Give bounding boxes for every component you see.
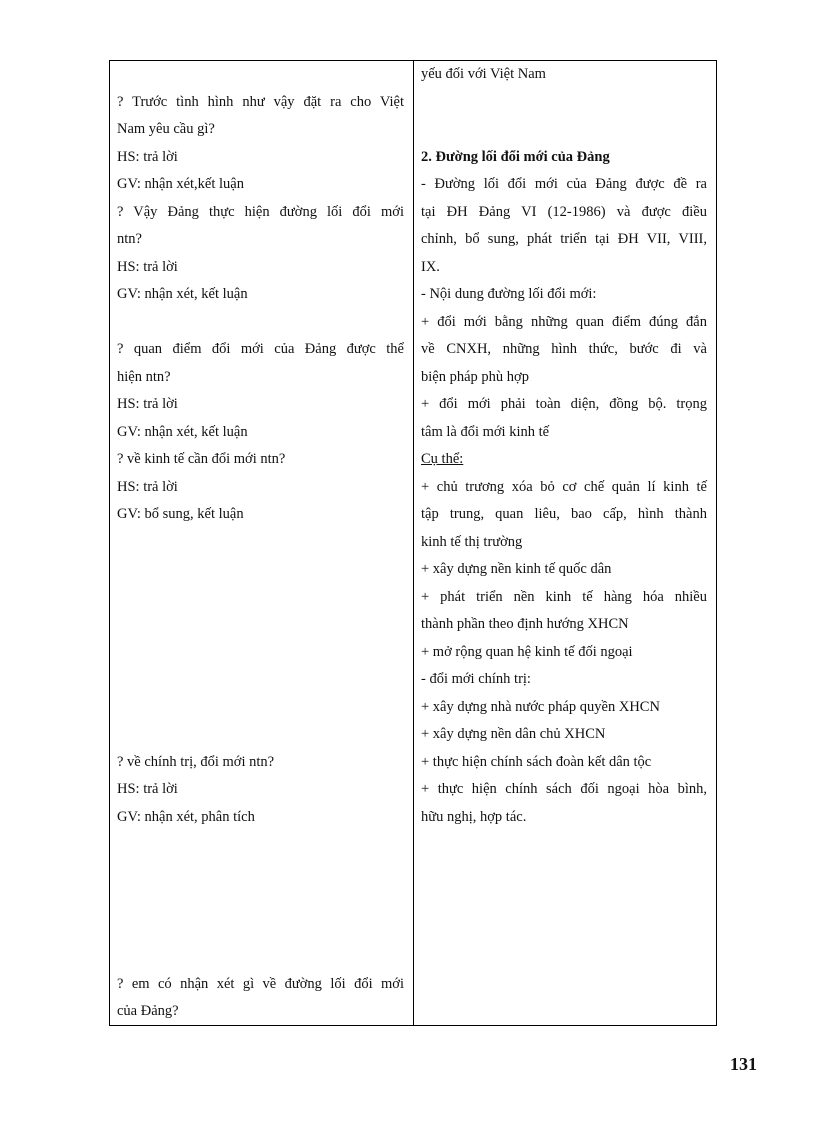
left-line: HS: trả lời — [117, 479, 178, 495]
right-line: + chủ trương xóa bỏ cơ chế quản lí kinh tế — [421, 479, 707, 495]
right-line: + xây dựng nhà nước pháp quyền XHCN — [421, 699, 660, 715]
right-line: tâm là đổi mới kinh tế — [421, 424, 550, 440]
right-line: + đổi mới phải toàn diện, đồng bộ. trọng — [421, 396, 707, 412]
left-line: ? về chính trị, đổi mới ntn? — [117, 754, 275, 770]
left-line: ? Vậy Đảng thực hiện đường lối đổi mới — [117, 204, 404, 220]
right-line: - Nội dung đường lối đổi mới: — [421, 286, 597, 302]
right-line: - Đường lối đổi mới của Đảng được đề ra — [421, 176, 707, 192]
left-line: GV: nhận xét,kết luận — [117, 176, 244, 192]
left-line: GV: nhận xét, kết luận — [117, 424, 248, 440]
right-line: + thực hiện chính sách đoàn kết dân tộc — [421, 754, 652, 770]
right-line: + thực hiện chính sách đối ngoại hòa bình, — [421, 781, 707, 797]
right-line: - đổi mới chính trị: — [421, 671, 531, 687]
left-line: Nam yêu cầu gì? — [117, 121, 215, 137]
right-line: IX. — [421, 259, 440, 275]
right-line: về CNXH, những hình thức, bước đi và — [421, 341, 707, 357]
right-line: + mở rộng quan hệ kinh tế đối ngoại — [421, 644, 633, 660]
left-line: ? Trước tình hình như vậy đặt ra cho Việt — [117, 94, 404, 110]
right-line: kinh tế thị trường — [421, 534, 523, 550]
right-line: + xây dựng nền kinh tế quốc dân — [421, 561, 612, 577]
right-line: + phát triển nền kinh tế hàng hóa nhiều — [421, 589, 707, 605]
right-line: chỉnh, bổ sung, phát triển tại ĐH VII, VIII, — [421, 231, 707, 247]
right-line: biện pháp phù hợp — [421, 369, 529, 385]
right-line: tập trung, quan liêu, bao cấp, hình thành — [421, 506, 707, 522]
left-line: ? em có nhận xét gì về đường lối đổi mới — [117, 976, 404, 992]
right-line: tại ĐH Đảng VI (12-1986) và được điều — [421, 204, 707, 220]
right-line: + đổi mới bằng những quan điểm đúng đắn — [421, 314, 707, 330]
right-line: thành phần theo định hướng XHCN — [421, 616, 629, 632]
section-heading: 2. Đường lối đổi mới của Đảng — [421, 149, 610, 165]
left-line: HS: trả lời — [117, 149, 178, 165]
subheading-cu-the: Cụ thể: — [421, 451, 464, 467]
right-column — [414, 61, 716, 1025]
left-line: GV: nhận xét, kết luận — [117, 286, 248, 302]
left-line: hiện ntn? — [117, 369, 171, 385]
right-line: hữu nghị, hợp tác. — [421, 809, 527, 825]
left-line: ? quan điểm đổi mới của Đảng được thể — [117, 341, 404, 357]
right-line: yếu đối với Việt Nam — [421, 66, 546, 82]
left-line: ntn? — [117, 231, 142, 247]
page-number: 131 — [730, 1054, 757, 1074]
left-line: GV: bổ sung, kết luận — [117, 506, 244, 522]
right-line: + xây dựng nền dân chủ XHCN — [421, 726, 606, 742]
left-line: của Đảng? — [117, 1003, 179, 1019]
left-line: GV: nhận xét, phân tích — [117, 809, 255, 825]
left-line: HS: trả lời — [117, 259, 178, 275]
left-line: HS: trả lời — [117, 396, 178, 412]
left-column — [110, 61, 413, 1025]
lesson-table — [109, 60, 717, 1026]
left-line: ? về kinh tế cần đổi mới ntn? — [117, 451, 286, 467]
left-line: HS: trả lời — [117, 781, 178, 797]
